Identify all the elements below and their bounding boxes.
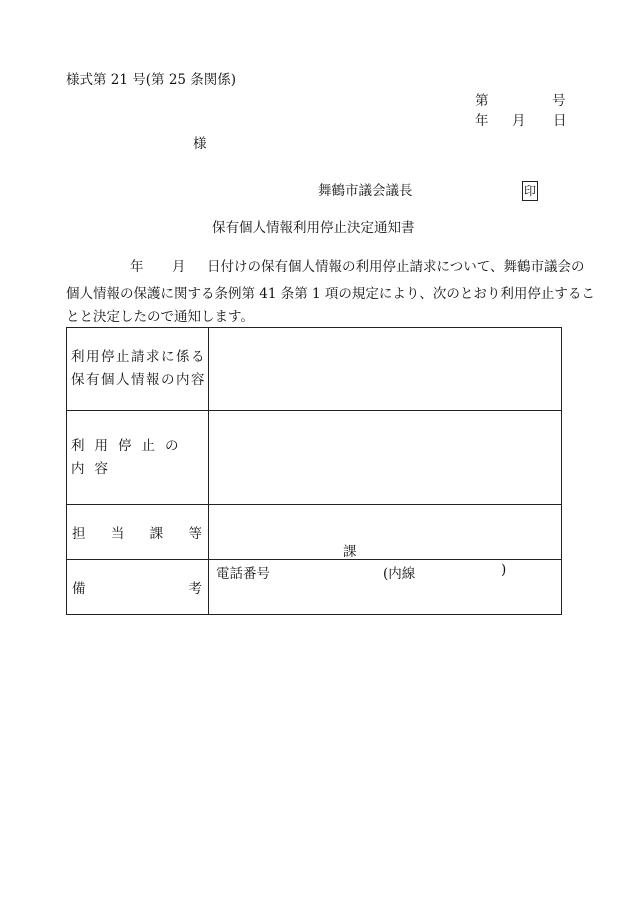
phone-number-label: 電話番号 bbox=[216, 566, 270, 582]
sender-name: 舞鶴市議会議長 bbox=[318, 183, 413, 199]
table-row-remarks bbox=[67, 560, 562, 615]
label-char: 等 bbox=[188, 526, 202, 542]
table-row-department bbox=[67, 505, 562, 560]
value-request-content[interactable] bbox=[209, 328, 562, 411]
document-number-suffix: 号 bbox=[552, 93, 566, 109]
table-row-request-content bbox=[67, 328, 562, 411]
section-suffix: 課 bbox=[343, 544, 357, 560]
label-char: 課 bbox=[149, 526, 164, 542]
label-department-text bbox=[67, 522, 208, 542]
label-suspension-text: 利用停止の内容 bbox=[71, 437, 189, 477]
extension-close: ) bbox=[501, 562, 507, 578]
label-char: 当 bbox=[110, 526, 125, 542]
document-number-label: 第 bbox=[475, 93, 489, 109]
info-table bbox=[66, 327, 562, 615]
date-day: 日 bbox=[553, 113, 567, 129]
value-department[interactable] bbox=[209, 505, 562, 582]
label-char: 備 bbox=[72, 581, 86, 597]
extension-label: (内線 bbox=[383, 566, 416, 582]
body-line-1: 日付けの保有個人情報の利用停止請求について、舞鶴市議会の bbox=[207, 259, 585, 275]
addressee-suffix: 様 bbox=[193, 136, 207, 152]
table-row-suspension-content bbox=[67, 411, 562, 505]
body-line-2: 個人情報の保護に関する条例第 41 条第 1 項の規定により、次のとおり利用停止するこ bbox=[66, 286, 595, 302]
document-title: 保有個人情報利用停止決定通知書 bbox=[212, 220, 415, 236]
label-char: 担 bbox=[72, 526, 86, 542]
seal-box: 印 bbox=[522, 181, 538, 201]
form-number: 様式第 21 号(第 25 条関係) bbox=[66, 72, 237, 88]
date-year: 年 bbox=[475, 113, 489, 129]
label-request-content bbox=[67, 328, 209, 411]
date-month: 月 bbox=[512, 113, 526, 129]
label-request-line-1: 利用停止請求に係る bbox=[71, 349, 206, 365]
label-suspension-content bbox=[67, 411, 209, 505]
label-char: 考 bbox=[188, 581, 202, 597]
value-suspension-content[interactable] bbox=[209, 411, 562, 505]
body-year-marker: 年 bbox=[130, 259, 144, 275]
label-remarks bbox=[67, 560, 209, 615]
label-request-line-2: 保有個人情報の内容 bbox=[71, 372, 206, 388]
body-month-marker: 月 bbox=[172, 259, 186, 275]
body-line-3: とと決定したので通知します。 bbox=[66, 309, 254, 325]
label-department bbox=[67, 505, 209, 560]
label-remarks-text bbox=[67, 577, 208, 597]
